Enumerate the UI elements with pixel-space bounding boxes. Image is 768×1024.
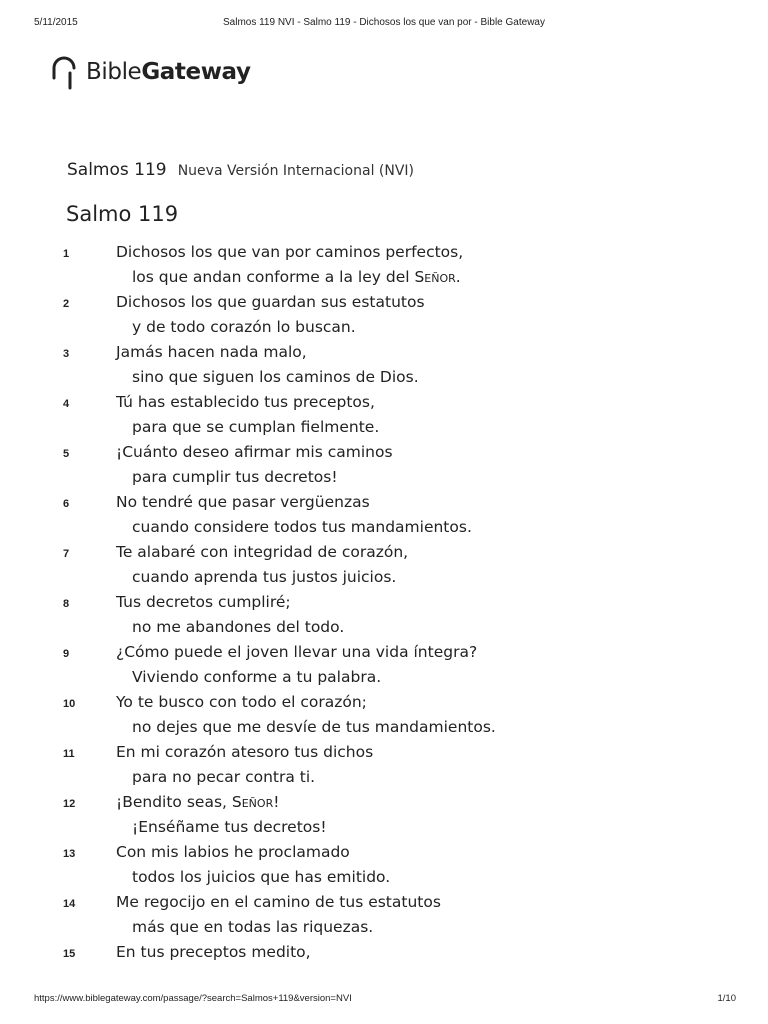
logo-gateway: Gateway — [141, 59, 251, 85]
verse-11 — [0, 743, 768, 793]
verse-number: 15 — [63, 948, 76, 960]
verse-line-1: En mi corazón atesoro tus dichos — [116, 743, 374, 761]
verse-number: 13 — [63, 848, 76, 860]
verse-4 — [0, 393, 768, 443]
verse-10 — [0, 693, 768, 743]
logo-bible: Bible — [86, 59, 142, 85]
verse-line-1: No tendré que pasar vergüenzas — [116, 493, 370, 511]
verse-text: ! — [273, 793, 280, 811]
verse-line-2: para cumplir tus decretos! — [132, 468, 338, 486]
verse-5 — [0, 443, 768, 493]
verse-2 — [0, 293, 768, 343]
verse-line-1: Jamás hacen nada malo, — [116, 343, 307, 361]
verse-6 — [0, 493, 768, 543]
book-title: Salmos 119 — [67, 160, 167, 180]
verse-line-1: Tú has establecido tus preceptos, — [116, 393, 375, 411]
print-url: https://www.biblegateway.com/passage/?search=Salmos+119&version=NVI — [34, 993, 352, 1004]
verse-line-1: Dichosos los que guardan sus estatutos — [116, 293, 425, 311]
verse-9 — [0, 643, 768, 693]
verse-number: 7 — [63, 548, 70, 560]
verse-line-2: para no pecar contra ti. — [132, 768, 316, 786]
verse-line-2: ¡Enséñame tus decretos! — [132, 818, 327, 836]
verse-line-1: ¿Cómo puede el joven llevar una vida íntegra? — [116, 643, 478, 661]
verse-line-1: Dichosos los que van por caminos perfectos, — [116, 243, 464, 261]
verse-14 — [0, 893, 768, 943]
verse-number: 12 — [63, 798, 76, 810]
verse-line-1: Me regocijo en el camino de tus estatutos — [116, 893, 441, 911]
verse-text: los que andan conforme a la ley del — [132, 268, 415, 286]
verse-line-2: Viviendo conforme a tu palabra. — [132, 668, 382, 686]
verse-12 — [0, 793, 768, 843]
verse-number: 6 — [63, 498, 70, 510]
verse-list — [0, 243, 768, 993]
logo-arc-icon — [50, 54, 80, 90]
verse-line-2: cuando aprenda tus justos juicios. — [132, 568, 397, 586]
verse-line-2: más que en todas las riquezas. — [132, 918, 374, 936]
verse-line-2 — [132, 268, 461, 286]
verse-number: 11 — [63, 748, 75, 760]
verse-number: 4 — [63, 398, 70, 410]
verse-number: 8 — [63, 598, 70, 610]
verse-number: 1 — [63, 248, 70, 260]
verse-line-1: Con mis labios he proclamado — [116, 843, 350, 861]
verse-number: 3 — [63, 348, 70, 360]
verse-text: . — [455, 268, 461, 286]
verse-line-2: para que se cumplan fielmente. — [132, 418, 380, 436]
verse-line-2: sino que siguen los caminos de Dios. — [132, 368, 419, 386]
verse-line-2: todos los juicios que has emitido. — [132, 868, 391, 886]
logo-wordmark — [86, 59, 251, 85]
verse-number: 2 — [63, 298, 70, 310]
verse-line-1: Tus decretos cumpliré; — [116, 593, 291, 611]
verse-number: 9 — [63, 648, 70, 660]
verse-15 — [0, 943, 768, 993]
print-page-title: Salmos 119 NVI - Salmo 119 - Dichosos los que van por - Bible Gateway — [222, 17, 545, 28]
verse-line-2: no dejes que me desvíe de tus mandamientos. — [132, 718, 496, 736]
verse-7 — [0, 543, 768, 593]
version-name: Nueva Versión Internacional (NVI) — [177, 163, 415, 179]
verse-line-2: y de todo corazón lo buscan. — [132, 318, 356, 336]
verse-number: 5 — [63, 448, 70, 460]
verse-number: 10 — [63, 698, 76, 710]
verse-1 — [0, 243, 768, 293]
verse-line-2: cuando considere todos tus mandamientos. — [132, 518, 472, 536]
verse-line-1 — [116, 793, 279, 811]
verse-line-2: no me abandones del todo. — [132, 618, 345, 636]
verse-line-1: Yo te busco con todo el corazón; — [116, 693, 367, 711]
verse-13 — [0, 843, 768, 893]
verse-text: ¡Bendito seas, — [116, 793, 232, 811]
lord-smallcaps: Señor — [414, 268, 456, 286]
biblegateway-logo[interactable] — [50, 54, 251, 90]
passage-heading — [67, 160, 414, 180]
verse-8 — [0, 593, 768, 643]
page-number: 1/10 — [717, 993, 736, 1004]
print-date: 5/11/2015 — [34, 17, 78, 28]
verse-3 — [0, 343, 768, 393]
verse-line-1: En tus preceptos medito, — [116, 943, 311, 961]
verse-line-1: ¡Cuánto deseo afirmar mis caminos — [116, 443, 393, 461]
verse-line-1: Te alabaré con integridad de corazón, — [116, 543, 409, 561]
lord-smallcaps: Señor — [231, 793, 274, 811]
verse-number: 14 — [63, 898, 76, 910]
chapter-title: Salmo 119 — [66, 202, 179, 226]
